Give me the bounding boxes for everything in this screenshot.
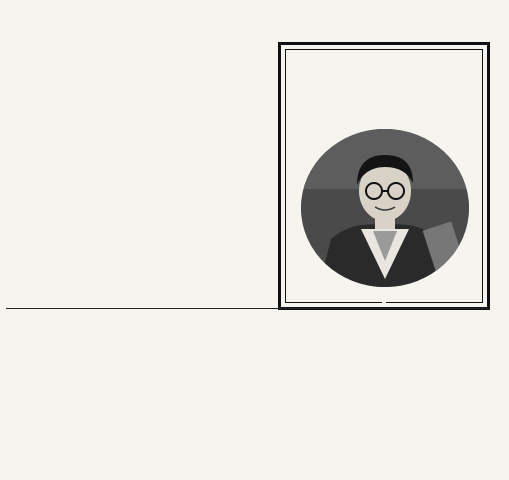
title-box — [278, 42, 490, 310]
column-logo — [284, 68, 486, 118]
author-portrait-icon — [301, 129, 469, 287]
column-subtitle — [281, 289, 487, 304]
article-text-block-bottom-left — [6, 312, 340, 478]
top-star-border — [0, 0, 509, 20]
article-text-block-right — [344, 312, 490, 478]
author-photo — [301, 129, 469, 287]
block-divider — [6, 308, 490, 309]
article-text-block-top-left — [4, 32, 272, 300]
